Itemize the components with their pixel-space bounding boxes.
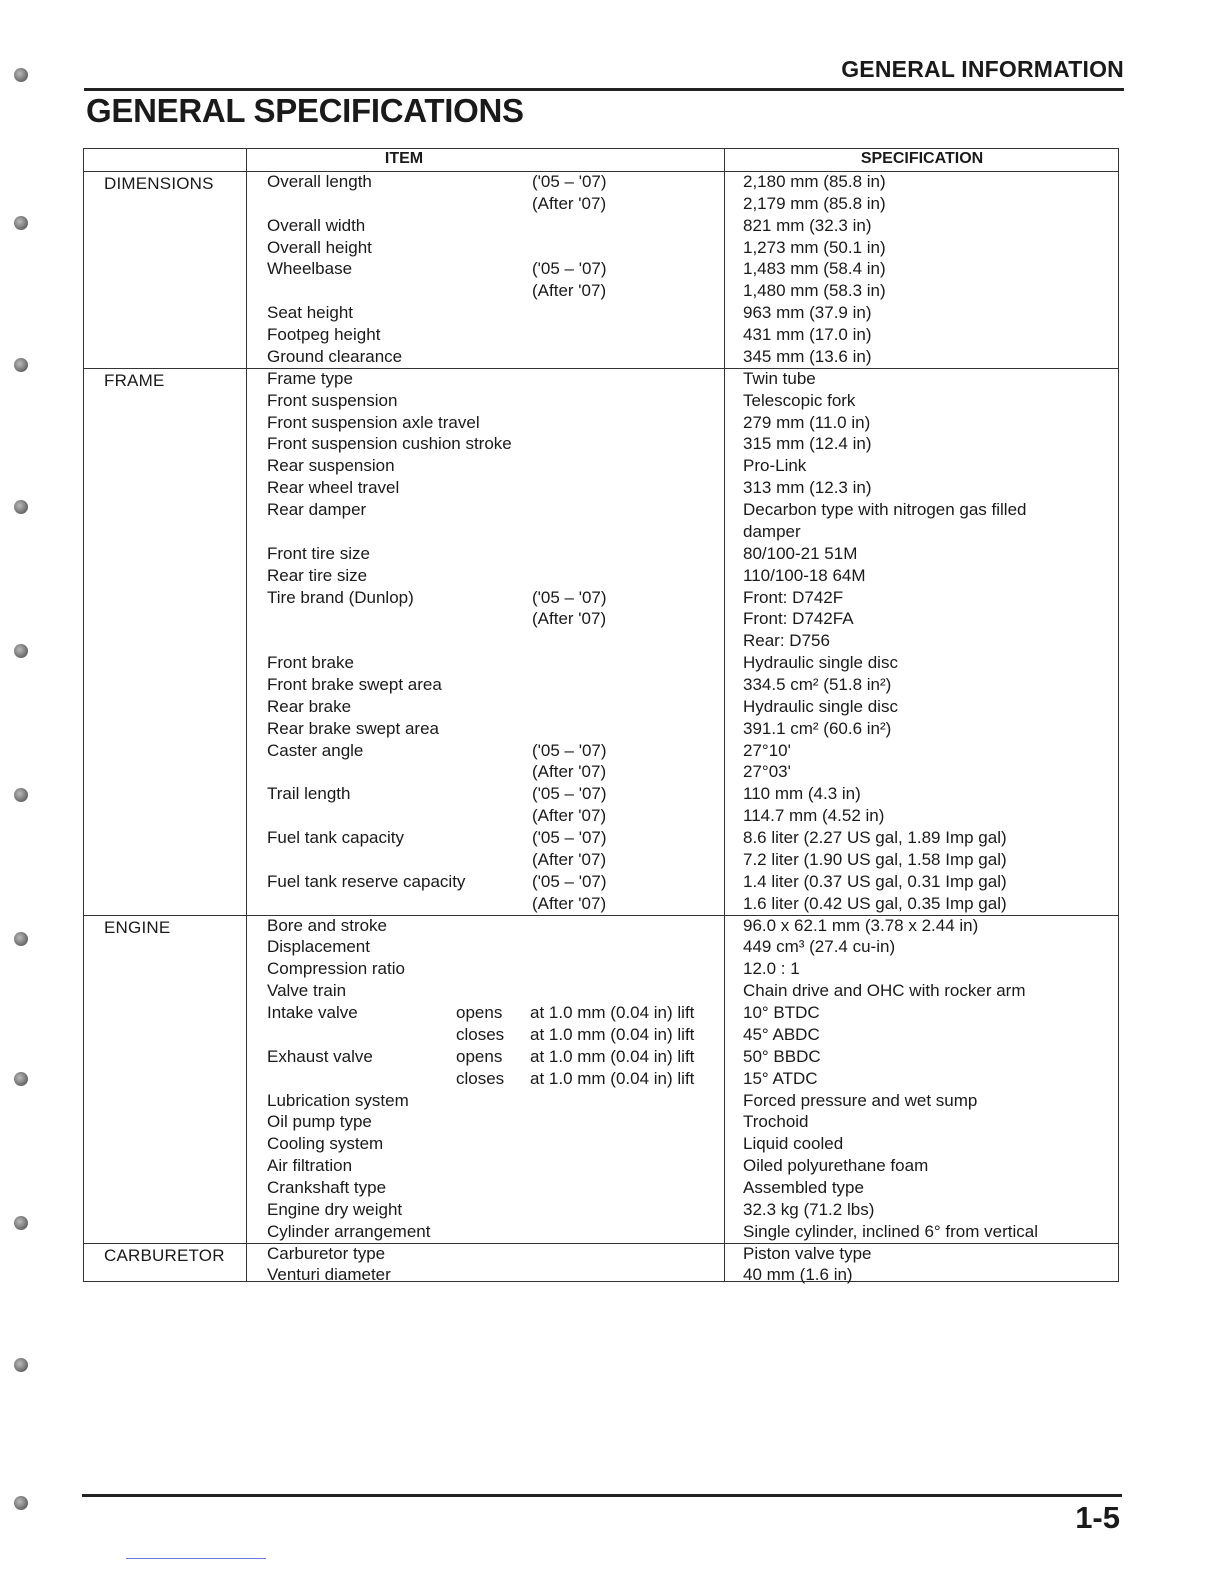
binder-hole [14,68,28,82]
year-cell: (After '07) [532,762,607,782]
spec-cell: 110 mm (4.3 in) [743,784,861,804]
binder-hole [14,500,28,514]
year-cell: (After '07) [532,193,607,213]
item-cell: Compression ratio [267,959,405,979]
spec-cell: 963 mm (37.9 in) [743,303,872,323]
spec-cell: 279 mm (11.0 in) [743,412,871,432]
table-row [84,784,1118,806]
binder-hole [14,932,28,946]
item-cell: Bore and stroke [267,915,388,935]
year-cell: ('05 – '07) [532,784,607,804]
table-row [84,981,1118,1003]
spec-cell: 27°10' [743,740,791,760]
spec-cell: 96.0 x 62.1 mm (3.78 x 2.44 in) [743,915,979,935]
spec-cell: Twin tube [743,368,816,388]
item-cell: Front suspension [267,390,398,410]
binder-hole [14,216,28,230]
table-row [84,1069,1118,1091]
item-cell: Rear damper [267,500,367,520]
table-row [84,719,1118,741]
table-row [84,456,1118,478]
spec-cell: Liquid cooled [743,1134,844,1154]
table-row [84,325,1118,347]
valve-event-cell: opens [456,1046,503,1066]
table-row [84,522,1118,544]
table-row [84,609,1118,631]
item-cell: Overall height [267,237,372,257]
spec-cell: Oiled polyurethane foam [743,1156,929,1176]
spec-cell: Hydraulic single disc [743,696,898,716]
table-section [84,172,1118,369]
year-cell: (After '07) [532,806,607,826]
item-cell: Oil pump type [267,1112,372,1132]
spec-cell: Single cylinder, inclined 6° from vertical [743,1221,1038,1241]
binder-hole [14,644,28,658]
table-row [84,259,1118,281]
item-cell: Rear brake swept area [267,718,439,738]
table-row [84,172,1118,194]
year-cell: (After '07) [532,849,607,869]
spec-cell: 821 mm (32.3 in) [743,215,872,235]
table-row [84,828,1118,850]
year-cell: (After '07) [532,609,607,629]
spec-cell: 2,179 mm (85.8 in) [743,193,886,213]
item-cell: Exhaust valve [267,1046,373,1066]
table-row [84,850,1118,872]
table-section [84,369,1118,916]
valve-event-cell: opens [456,1003,503,1023]
spec-cell: 7.2 liter (1.90 US gal, 1.58 Imp gal) [743,849,1007,869]
binder-hole [14,1358,28,1372]
header-rule [84,88,1124,91]
item-cell: Rear brake [267,696,352,716]
spec-cell: 1,273 mm (50.1 in) [743,237,886,257]
section-label: DIMENSIONS [104,174,214,193]
valve-lift-cell: at 1.0 mm (0.04 in) lift [530,1068,695,1088]
item-cell: Trail length [267,784,351,804]
year-cell: (After '07) [532,281,607,301]
table-row [84,544,1118,566]
spec-cell: Forced pressure and wet sump [743,1090,978,1110]
spec-cell: 15° ATDC [743,1068,818,1088]
spec-cell: 40 mm (1.6 in) [743,1265,853,1285]
item-cell: Wheelbase [267,259,353,279]
spec-cell: 50° BBDC [743,1046,821,1066]
table-row [84,434,1118,456]
table-row [84,675,1118,697]
table-row [84,1156,1118,1178]
year-cell: ('05 – '07) [532,871,607,891]
item-cell: Crankshaft type [267,1178,387,1198]
item-cell: Ground clearance [267,346,403,366]
table-row [84,697,1118,719]
item-cell: Fuel tank capacity [267,828,405,848]
spec-cell: Rear: D756 [743,631,830,651]
spec-cell: 449 cm³ (27.4 cu-in) [743,937,896,957]
item-cell: Front tire size [267,543,370,563]
table-row [84,872,1118,894]
spec-cell: 1.6 liter (0.42 US gal, 0.35 Imp gal) [743,893,1007,913]
spec-cell: Trochoid [743,1112,809,1132]
spec-cell: 345 mm (13.6 in) [743,346,872,366]
section-label: FRAME [104,370,165,390]
spec-cell: Decarbon type with nitrogen gas filled [743,500,1027,520]
item-cell: Front brake [267,653,354,673]
year-cell: ('05 – '07) [532,172,607,191]
binder-hole [14,358,28,372]
table-row [84,916,1118,938]
table-section [84,916,1118,1244]
spec-cell: 315 mm (12.4 in) [743,434,872,454]
spec-cell: 12.0 : 1 [743,959,800,979]
item-cell: Overall width [267,215,366,235]
spec-cell: 32.3 kg (71.2 lbs) [743,1199,875,1219]
item-cell: Cylinder arrangement [267,1221,431,1241]
table-row [84,216,1118,238]
table-row [84,391,1118,413]
table-row [84,566,1118,588]
spec-cell: 1.4 liter (0.37 US gal, 0.31 Imp gal) [743,871,1007,891]
table-row [84,806,1118,828]
item-cell: Cooling system [267,1134,384,1154]
table-row [84,413,1118,435]
spec-cell: 1,483 mm (58.4 in) [743,259,886,279]
spec-cell: Chain drive and OHC with rocker arm [743,981,1026,1001]
item-cell: Engine dry weight [267,1199,403,1219]
table-row [84,281,1118,303]
table-row [84,762,1118,784]
spec-cell: Pro-Link [743,456,807,476]
spec-cell: 391.1 cm² (60.6 in²) [743,718,892,738]
spec-cell: Hydraulic single disc [743,653,898,673]
spec-cell: 110/100-18 64M [743,565,866,585]
item-cell: Frame type [267,368,353,388]
item-cell: Front suspension axle travel [267,412,480,432]
spec-cell: 45° ABDC [743,1024,820,1044]
page-title: GENERAL SPECIFICATIONS [86,92,524,129]
table-row [84,1134,1118,1156]
running-head: GENERAL INFORMATION [841,56,1124,82]
item-cell: Caster angle [267,740,364,760]
year-cell: ('05 – '07) [532,740,607,760]
item-cell: Carburetor type [267,1243,386,1263]
page-number: 1-5 [1075,1500,1120,1535]
spec-cell: Front: D742FA [743,609,854,629]
table-row [84,1025,1118,1047]
item-cell: Tire brand (Dunlop) [267,587,414,607]
year-cell: (After '07) [532,893,607,913]
binder-hole [14,1216,28,1230]
item-cell: Rear tire size [267,565,368,585]
valve-event-cell: closes [456,1068,505,1088]
table-row [84,1047,1118,1069]
spec-column-header: SPECIFICATION [860,150,984,167]
valve-event-cell: closes [456,1024,505,1044]
item-cell: Footpeg height [267,325,381,345]
spec-table [83,148,1119,1285]
item-cell: Rear wheel travel [267,478,400,498]
table-row [84,653,1118,675]
binder-holes [10,0,40,1584]
spec-cell: 10° BTDC [743,1003,820,1023]
table-row [84,500,1118,522]
spec-cell: Assembled type [743,1178,864,1198]
valve-lift-cell: at 1.0 mm (0.04 in) lift [530,1046,695,1066]
spec-cell: Telescopic fork [743,390,856,410]
section-label: ENGINE [104,917,171,937]
table-row [84,741,1118,763]
table-row [84,959,1118,981]
table-row [84,1112,1118,1134]
table-row [84,1003,1118,1025]
spec-cell: 27°03' [743,762,791,782]
spec-cell: 1,480 mm (58.3 in) [743,281,886,301]
item-cell: Seat height [267,303,354,323]
item-cell: Intake valve [267,1003,358,1023]
table-row [84,894,1118,916]
table-header-row [84,149,1118,172]
spec-cell: Front: D742F [743,587,844,607]
table-row [84,1178,1118,1200]
spec-cell: 334.5 cm² (51.8 in²) [743,675,892,694]
binder-hole [14,1496,28,1510]
binder-hole [14,788,28,802]
spec-cell: 80/100-21 51M [743,543,858,563]
table-row [84,194,1118,216]
table-row [84,588,1118,610]
table-row [84,478,1118,500]
item-cell: Venturi diameter [267,1265,391,1285]
item-cell: Overall length [267,172,372,191]
valve-lift-cell: at 1.0 mm (0.04 in) lift [530,1003,695,1023]
table-row [84,1091,1118,1113]
scan-mark [126,1558,266,1559]
table-row [84,631,1118,653]
item-cell: Front brake swept area [267,675,442,694]
item-cell: Displacement [267,937,370,957]
item-cell: Fuel tank reserve capacity [267,871,466,891]
item-cell: Rear suspension [267,456,395,476]
item-cell: Air filtration [267,1156,353,1176]
binder-hole [14,1072,28,1086]
section-label: CARBURETOR [104,1245,225,1265]
spec-cell: 2,180 mm (85.8 in) [743,172,886,191]
table-section [84,1244,1118,1288]
table-row [84,303,1118,325]
year-cell: ('05 – '07) [532,828,607,848]
valve-lift-cell: at 1.0 mm (0.04 in) lift [530,1024,695,1044]
table-row [84,1222,1118,1244]
item-cell: Valve train [267,981,347,1001]
table-row [84,1200,1118,1222]
item-cell: Front suspension cushion stroke [267,434,512,454]
table-row [84,1265,1118,1287]
spec-cell: Piston valve type [743,1243,872,1263]
footer-rule [82,1494,1122,1497]
table-row [84,1244,1118,1266]
table-row [84,238,1118,260]
spec-cell: 114.7 mm (4.52 in) [743,806,885,826]
item-cell: Lubrication system [267,1090,409,1110]
spec-cell: 8.6 liter (2.27 US gal, 1.89 Imp gal) [743,828,1007,848]
table-row [84,369,1118,391]
item-column-header: ITEM [384,150,424,167]
spec-cell: 313 mm (12.3 in) [743,478,872,498]
table-row [84,937,1118,959]
spec-cell: 431 mm (17.0 in) [743,325,872,345]
table-row [84,347,1118,369]
year-cell: ('05 – '07) [532,587,607,607]
spec-cell: damper [743,521,801,541]
year-cell: ('05 – '07) [532,259,607,279]
